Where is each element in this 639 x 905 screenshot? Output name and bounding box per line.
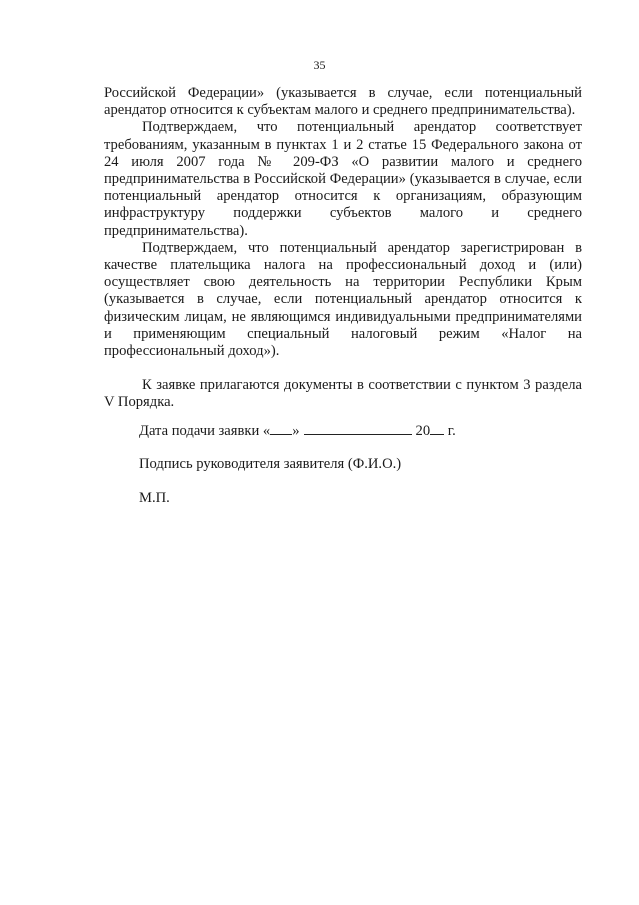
paragraph-infrastructure-confirmation: Подтверждаем, что потенциальный арендатор соответствует требованиям, указанным в пунктах 1 и 2 статье 15 Федерального закона от 24 июля 2007 года № 209-ФЗ «О развитии малого и среднего предпринимательства в Российской Федерации» (указывается в случае, если потенциальный арендатор относится к организациям, образующим инфраструктуру поддержки субъектов малого и среднего предпринимательства).: [104, 119, 582, 239]
year-suffix: г.: [444, 423, 456, 439]
paragraph-self-employed-confirmation: Подтверждаем, что потенциальный арендатор зарегистрирован в качестве плательщика налога на профессиональный доход и (или) осуществляет свою деятельность на территории Республики Крым (указывается в случае, если потенциальный арендатор относится к физическим лицам, не являющимся индивидуальными предпринимателями и применяющим специальный налоговый режим «Налог на профессиональный доход»).: [104, 239, 582, 360]
day-blank: [270, 421, 292, 435]
page-number: 35: [313, 58, 326, 72]
paragraph-attached-documents: К заявке прилагаются документы в соответствии с пунктом 3 раздела V Порядка.: [104, 377, 582, 411]
year-blank: [430, 421, 444, 435]
submission-date-line: [139, 421, 456, 440]
stamp-label: М.П.: [139, 490, 170, 506]
close-quote: »: [292, 423, 300, 439]
month-blank: [304, 421, 412, 435]
signature-line: Подпись руководителя заявителя (Ф.И.О.): [139, 456, 402, 472]
year-prefix: 20: [415, 423, 431, 439]
document-body: [104, 85, 582, 412]
submission-date-label: Дата подачи заявки «: [139, 423, 271, 439]
paragraph-continuation: Российской Федерации» (указывается в случае, если потенциальный арендатор относится к субъектам малого и среднего предпринимательства).: [104, 85, 582, 119]
